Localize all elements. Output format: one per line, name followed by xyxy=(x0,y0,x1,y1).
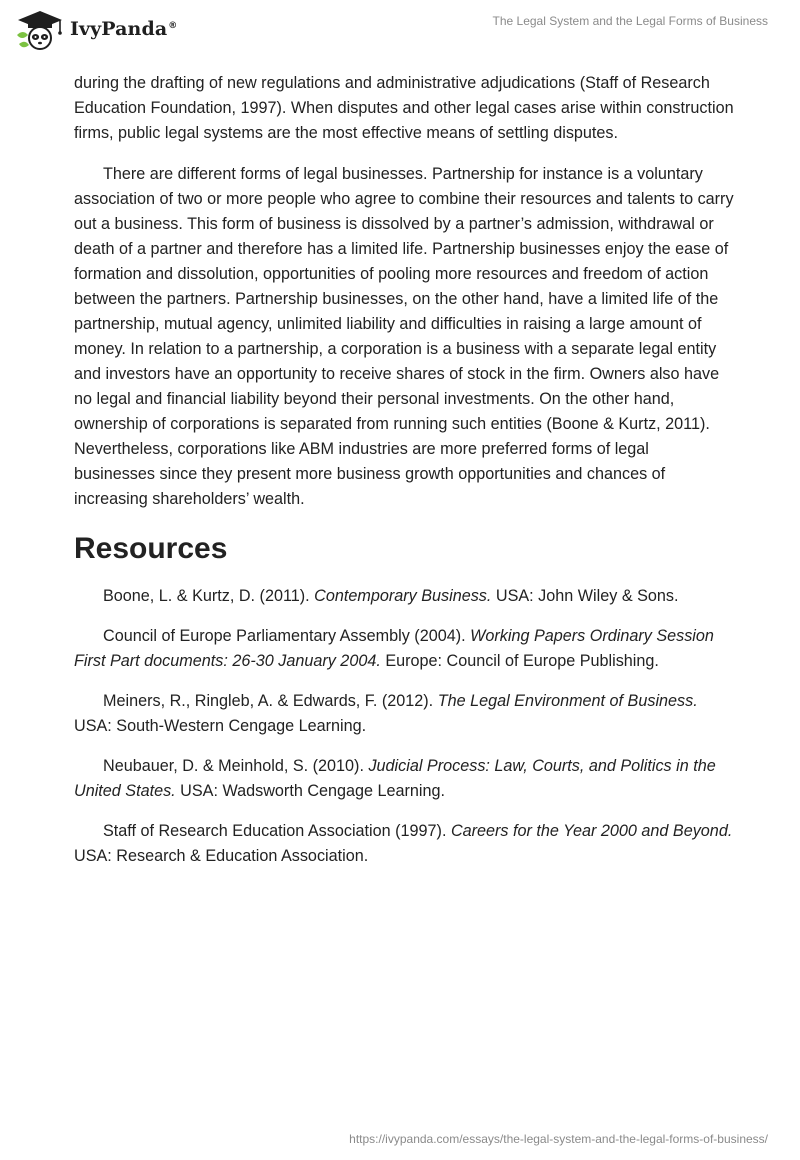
reference-title: Contemporary Business. xyxy=(314,587,492,605)
ivypanda-logo[interactable] xyxy=(14,8,177,50)
brand-name: IvyPanda® xyxy=(70,18,178,40)
reference-item: Neubauer, D. & Meinhold, S. (2010). Judicial Process: Law, Courts, and Politics in the United States. USA: Wadsworth Cengage Learning. xyxy=(74,757,716,800)
resources-heading: Resources xyxy=(74,532,228,565)
body-paragraph-1: during the drafting of new regulations and administrative adjudications (Staff of Research Education Foundation, 1997). When disputes and other legal cases arise within construction firms, public legal systems are the most effective means of settling disputes. xyxy=(74,74,734,142)
document-title: The Legal System and the Legal Forms of Business xyxy=(492,14,768,28)
reference-title: Judicial Process: Law, Courts, and Politics in the United States. xyxy=(74,757,716,800)
body-paragraph-2: There are different forms of legal businesses. Partnership for instance is a voluntary association of two or more people who agree to combine their resources and talents to carry out a business. This form of business is dissolved by a partner’s admission, withdrawal or death of a partner and therefore has a limited life. Partnership businesses enjoy the ease of formation and dissolution, opportunities of pooling more resources and freedom of action between the partners. Partnership businesses, on the other hand, have a limited life of the partnership, mutual agency, unlimited liability and difficulties in raising a large amount of money. In relation to a partnership, a corporation is a business with a separate legal entity and investors have an opportunity to receive shares of stock in the firm. Owners also have no legal and financial liability beyond their personal investments. On the other hand, ownership of corporations is separated from running such entities (Boone & Kurtz, 2011). Nevertheless, corporations like ABM industries are more preferred forms of legal businesses since they present more business growth opportunities and chances of increasing shareholders’ wealth. xyxy=(74,165,734,508)
panda-graduation-cap-icon xyxy=(14,8,66,50)
reference-item: Staff of Research Education Association (1997). Careers for the Year 2000 and Beyond. USA: Research & Education Association. xyxy=(74,822,733,865)
reference-item: Boone, L. & Kurtz, D. (2011). Contemporary Business. USA: John Wiley & Sons. xyxy=(103,587,679,605)
reference-item: Council of Europe Parliamentary Assembly (2004). Working Papers Ordinary Session First Part documents: 26-30 January 2004. Europe: Council of Europe Publishing. xyxy=(74,627,714,670)
page-header xyxy=(0,0,800,60)
essay-content xyxy=(74,71,734,884)
registered-mark: ® xyxy=(168,20,178,31)
reference-title: The Legal Environment of Business. xyxy=(437,692,698,710)
reference-item: Meiners, R., Ringleb, A. & Edwards, F. (2012). The Legal Environment of Business. USA: South-Western Cengage Learning. xyxy=(74,692,698,735)
reference-title: Working Papers Ordinary Session First Part documents: 26-30 January 2004. xyxy=(74,627,714,670)
reference-title: Careers for the Year 2000 and Beyond. xyxy=(450,822,733,840)
source-url[interactable]: https://ivypanda.com/essays/the-legal-system-and-the-legal-forms-of-business/ xyxy=(349,1132,768,1146)
